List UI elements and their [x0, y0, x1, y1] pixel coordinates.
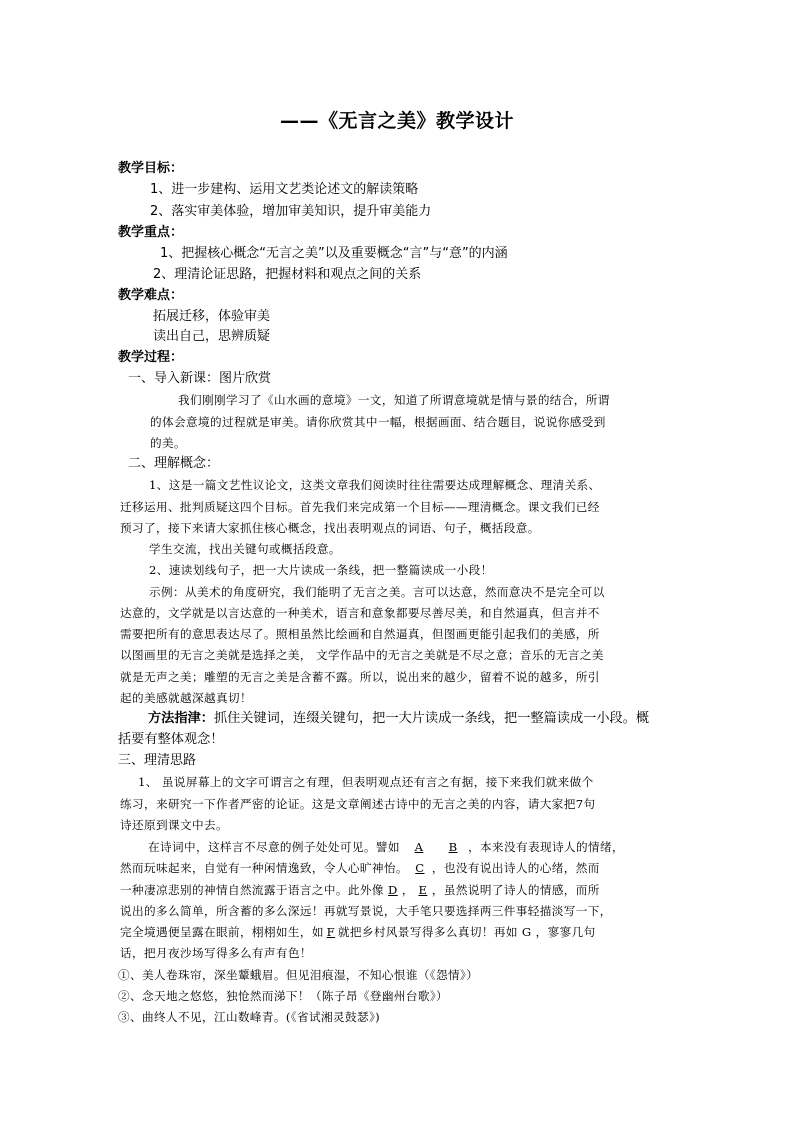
blank-e: E [418, 883, 428, 897]
paragraph-line: 学生交流，找出关键句或概括段意。 [149, 542, 341, 556]
paragraph-line: 话，把月夜沙场写得多么有声有色！ [120, 946, 312, 960]
paragraph-line: 一种凄凉悲别的神情自然流露于语言之中。此外像 D ， E ，虽然说明了诗人的情感，而所 [120, 880, 600, 900]
paragraph-line: 预习了，接下来请大家抓住核心概念，找出表明观点的词语、句子，概括段意。 [120, 521, 540, 535]
text-run: 在诗词中，这样言不尽意的例子处处可见。譬如 [148, 840, 400, 854]
paragraph-line: 迁移运用、批判质疑这四个目标。首先我们来完成第一个目标——理清概念。课文我们已经 [120, 500, 600, 514]
text-run: ，本来没有表现诗人的情绪， [468, 840, 624, 854]
method-text-continued: 括要有整体观念！ [118, 732, 224, 747]
paragraph-line: 练习，来研究一下作者严密的论证。这是文章阐述古诗中的无言之美的内容，请大家把7句 [120, 797, 596, 811]
paragraph-line: 1、 虽说屏幕上的文字可谓言之有理，但表明观点还有言之有据，接下来我们就来做个 [138, 775, 594, 789]
poem-item: ③、曲终人不见，江山数峰青。(《省试湘灵鼓瑟》) [118, 1010, 381, 1024]
method-label: 方法指津： [148, 711, 214, 726]
blank-d: D [388, 883, 398, 897]
blank-c: C [415, 861, 425, 875]
difficult-point-item: 拓展迁移，体验审美 [153, 309, 271, 324]
goals-heading: 教学目标： [118, 161, 184, 176]
method-text: 抓住关键词，连缀关键句，把一大片读成一条线，把一整篇读成一小段。概 [213, 711, 650, 726]
text-run: 然而玩味起来，自觉有一种闲情逸致，令人心旷神怡。 [120, 861, 408, 875]
blank-f: F [326, 925, 336, 939]
process-heading: 教学过程： [118, 350, 184, 365]
difficult-point-item: 读出自己，思辨质疑 [153, 329, 271, 344]
paragraph-line: 起的美感就越深越真切！ [120, 691, 252, 705]
text-run: 完全境遇便呈露在眼前，栩栩如生，如 [120, 925, 324, 939]
paragraph-line: 就是无声之美；雕塑的无言之美是含蓄不露。所以，说出来的越少，留着不说的越多，所引 [120, 670, 600, 684]
paragraph-line: 说出的多么简单，所含蓄的多么深远！再就写景说，大手笔只要选择两三件事轻描淡写一下， [120, 904, 612, 918]
paragraph-line [120, 858, 600, 878]
poem-item: ①、美人卷珠帘，深坐颦蛾眉。但见泪痕湿，不知心恨谁（《怨情》） [118, 968, 479, 982]
key-points-heading: 教学重点： [118, 225, 184, 240]
goal-item: 1、进一步建构、运用文艺类论述文的解读策略 [150, 182, 419, 197]
key-point-item: 2、理清论证思路，把握材料和观点之间的关系 [153, 267, 422, 282]
poem-item: ②、念天地之悠悠，独怆然而涕下！（陈子昂《登幽州台歌》） [118, 989, 449, 1003]
key-point-item: 1、把握核心概念“无言之美”以及重要概念“言”与“意”的内涵 [160, 246, 508, 261]
paragraph-line: 达意的，文学就是以言达意的一种美术，语言和意象都要尽善尽美，和自然逼真，但言并不 [120, 606, 600, 620]
section-2-heading: 二、理解概念： [128, 456, 220, 471]
text-run: 就把乡村风景写得多么真切！再如 G ，寥寥几句 [337, 925, 596, 939]
paragraph-line: 诗还原到课文中去。 [120, 818, 228, 832]
paragraph-line [148, 837, 624, 857]
goal-item: 2、落实审美体验，增加审美知识，提升审美能力 [150, 204, 432, 219]
paragraph-line: 我们刚刚学习了《山水画的意境》一文，知道了所谓意境就是情与景的结合，所谓 [178, 393, 610, 407]
paragraph-line: 1、这是一篇文艺性议论文，这类文章我们阅读时往往需要达成理解概念、理清关系、 [149, 478, 601, 492]
section-3-heading: 三、理清思路 [118, 753, 197, 768]
paragraph-line: 示例：从美术的角度研究，我们能明了无言之美。言可以达意，然而意决不是完全可以 [149, 585, 605, 599]
document-title: ——《无言之美》教学设计 [279, 110, 514, 132]
paragraph-line: 的体会意境的过程就是审美。请你欣赏其中一幅，根据画面、结合题目，说说你感受到 [150, 415, 606, 429]
text-run: 一种凄凉悲别的神情自然流露于语言之中。此外像 [120, 883, 384, 897]
text-run: ，也没有说出诗人的心绪，然而 [431, 861, 600, 875]
blank-a: A [414, 840, 424, 854]
blank-b: B [448, 840, 458, 854]
paragraph-line: 需要把所有的意思表达尽了。照相虽然比绘画和自然逼真，但图画更能引起我们的美感，所 [120, 627, 600, 641]
paragraph-line [120, 922, 596, 942]
method-line [148, 709, 649, 729]
paragraph-line: 以图画里的无言之美就是选择之美， 文学作品中的无言之美就是不尽之意；音乐的无言之美 [120, 648, 604, 662]
section-1-heading: 一、导入新课：图片欣赏 [128, 371, 272, 386]
paragraph-line: 2、速读划线句子，把一大片读成一条线，把一整篇读成一小段！ [149, 563, 493, 577]
difficult-points-heading: 教学难点： [118, 288, 184, 303]
text-run: ，虽然说明了诗人的情感，而所 [431, 883, 600, 897]
paragraph-line: 的美。 [150, 436, 186, 450]
